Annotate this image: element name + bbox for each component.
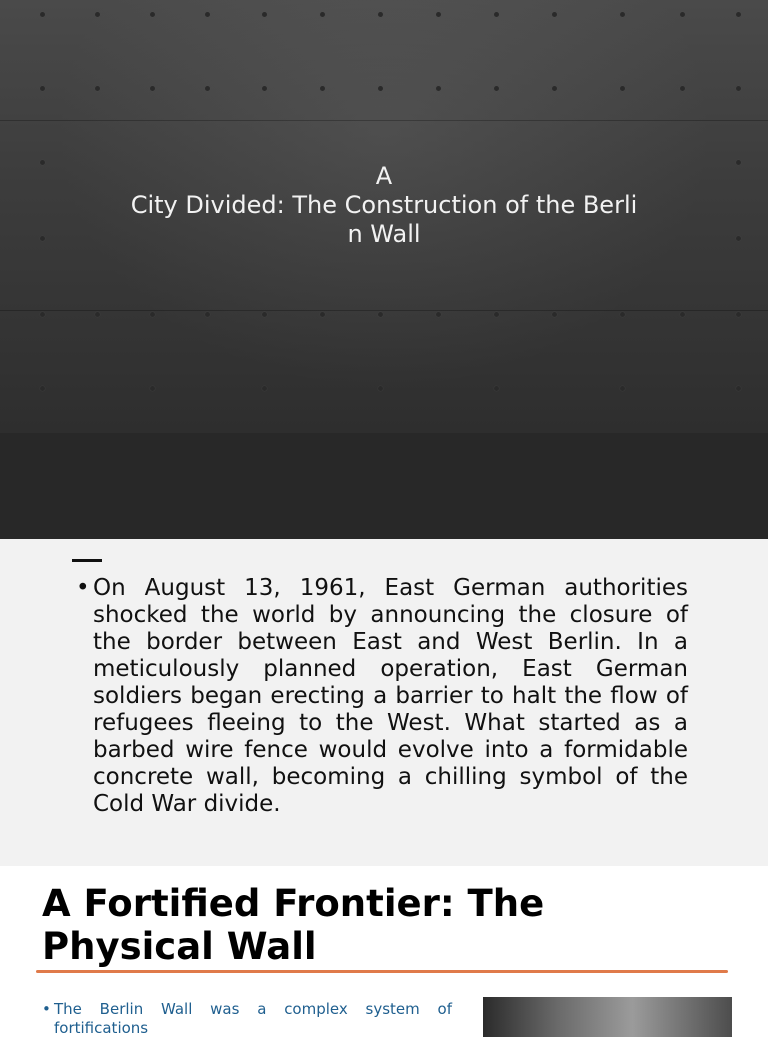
wall-photo [483,997,732,1037]
form-tie-hole [494,86,499,91]
form-tie-hole [620,12,625,17]
form-tie-hole [736,312,741,317]
bullet-marker: • [76,575,90,601]
slide-title [84,162,684,249]
form-tie-hole [320,312,325,317]
form-tie-hole [40,86,45,91]
form-tie-hole [150,312,155,317]
form-tie-hole [262,386,267,391]
form-tie-hole [378,312,383,317]
form-tie-hole [736,160,741,165]
title-slide [0,0,768,433]
bullet-marker: • [42,1000,51,1018]
form-tie-hole [150,86,155,91]
bullet-text: The Berlin Wall was a complex system of fortifications [54,1000,452,1037]
form-tie-hole [736,386,741,391]
form-tie-hole [378,386,383,391]
bullet-paragraph [76,575,688,818]
form-tie-hole [436,86,441,91]
form-tie-hole [680,312,685,317]
form-tie-hole [552,312,557,317]
form-tie-hole [95,312,100,317]
panel-seam [0,310,768,311]
bullet-paragraph [42,1000,452,1038]
title-line-3: n Wall [347,220,421,248]
form-tie-hole [552,86,557,91]
form-tie-hole [494,312,499,317]
form-tie-hole [95,12,100,17]
form-tie-hole [40,386,45,391]
form-tie-hole [40,12,45,17]
bullet-text: On August 13, 1961, East German authorities shocked the world by announcing the closure of the border between East and West Berlin. In a meticulously planned operation, East German soldiers began erecting a barrier to halt the flow of refugees fleeing to the West. What started as a barbed wire fence would evolve into a formidable concrete wall, becoming a chilling symbol of the Cold War divide. [93,575,688,817]
accent-dash [72,559,102,562]
form-tie-hole [680,86,685,91]
form-tie-hole [494,12,499,17]
form-tie-hole [620,386,625,391]
form-tie-hole [320,86,325,91]
form-tie-hole [95,86,100,91]
form-tie-hole [150,12,155,17]
form-tie-hole [436,312,441,317]
slide-heading: A Fortified Frontier: The Physical Wall [42,882,545,968]
form-tie-hole [205,12,210,17]
form-tie-hole [436,12,441,17]
form-tie-hole [378,12,383,17]
title-line-1: A [375,162,393,190]
panel-seam [0,120,768,121]
fortified-frontier-slide [0,866,768,1037]
form-tie-hole [736,86,741,91]
content-slide [0,539,768,866]
form-tie-hole [205,86,210,91]
form-tie-hole [320,12,325,17]
form-tie-hole [736,236,741,241]
form-tie-hole [262,86,267,91]
form-tie-hole [150,386,155,391]
form-tie-hole [736,12,741,17]
title-line-2: City Divided: The Construction of the Berli [130,191,638,219]
form-tie-hole [378,86,383,91]
form-tie-hole [40,312,45,317]
form-tie-hole [620,312,625,317]
slide-gap-band [0,433,768,539]
form-tie-hole [40,236,45,241]
form-tie-hole [205,312,210,317]
heading-underline [36,970,728,973]
form-tie-hole [552,12,557,17]
form-tie-hole [262,12,267,17]
form-tie-hole [262,312,267,317]
form-tie-hole [494,386,499,391]
form-tie-hole [680,12,685,17]
form-tie-hole [40,160,45,165]
form-tie-hole [620,86,625,91]
